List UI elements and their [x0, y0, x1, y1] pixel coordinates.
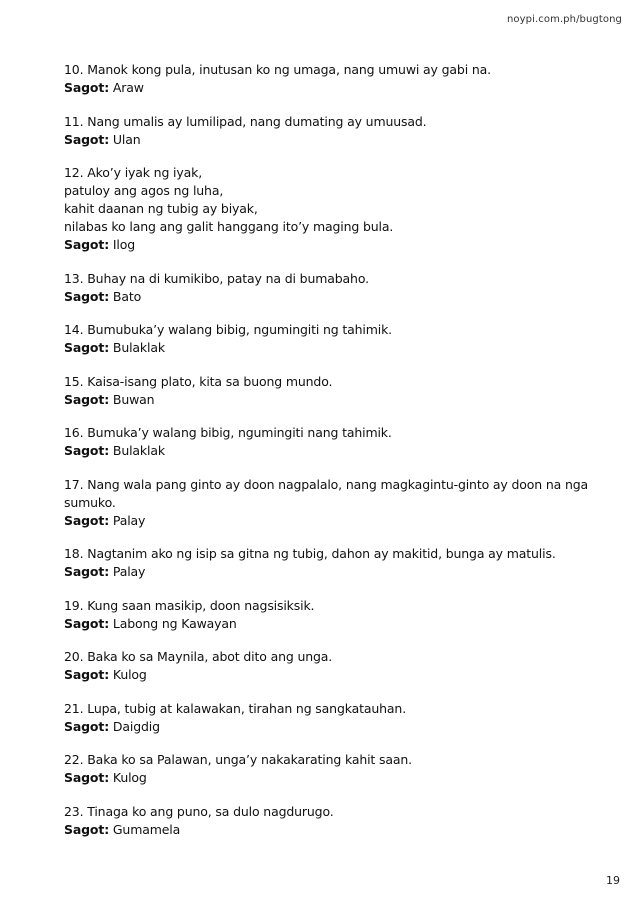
riddle-question: 15. Kaisa-isang plato, kita sa buong mundo.	[64, 373, 333, 389]
answer-label: Sagot:	[64, 131, 110, 147]
riddle-answer	[64, 131, 594, 149]
riddle-item	[64, 373, 594, 409]
riddle-question: 19. Kung saan masikip, doon nagsisiksik.	[64, 597, 315, 613]
answer-text: Labong ng Kawayan	[112, 615, 237, 631]
header-url: noypi.com.ph/bugtong	[506, 14, 622, 25]
answer-label: Sagot:	[64, 512, 110, 528]
answer-text: Ilog	[112, 237, 136, 252]
riddle-item	[64, 321, 594, 357]
riddle-question: 21. Lupa, tubig at kalawakan, tirahan ng sangkatauhan.	[64, 700, 407, 716]
riddle-question: 14. Bumubuka’y walang bibig, ngumingiti ng tahimik.	[64, 322, 392, 337]
riddle-answer	[64, 442, 594, 460]
riddle-question: 10. Manok kong pula, inutusan ko ng umaga, nang umuwi ay gabi na.	[64, 62, 491, 77]
answer-text: Palay	[112, 564, 146, 579]
riddle-answer	[64, 718, 594, 736]
riddle-answer	[64, 79, 594, 97]
riddle-question: 18. Nagtanim ako ng isip sa gitna ng tubig, dahon ay makitid, bunga ay matulis.	[64, 546, 556, 561]
answer-label: Sagot:	[64, 340, 110, 355]
answer-text: Ulan	[112, 131, 141, 147]
riddle-question: 13. Buhay na di kumikibo, patay na di bumabaho.	[64, 270, 369, 286]
answer-label: Sagot:	[64, 564, 110, 579]
riddle-item	[64, 751, 594, 787]
answer-text: Bulaklak	[112, 340, 165, 355]
answer-text: Kulog	[112, 667, 147, 682]
riddle-item	[64, 270, 594, 306]
riddle-question: 20. Baka ko sa Maynila, abot dito ang unga.	[64, 649, 333, 664]
answer-text: Palay	[112, 512, 146, 528]
answer-label: Sagot:	[64, 237, 110, 252]
riddle-answer	[64, 769, 594, 787]
riddle-answer	[64, 339, 594, 357]
answer-text: Gumamela	[112, 821, 181, 837]
answer-label: Sagot:	[64, 80, 110, 95]
riddle-question-line: nilabas ko lang ang galit hanggang ito’y maging bula.	[64, 219, 394, 234]
riddle-question: 16. Bumuka’y walang bibig, ngumingiti nang tahimik.	[64, 425, 392, 440]
page-number: 19	[606, 874, 620, 887]
answer-label: Sagot:	[64, 770, 110, 785]
riddle-question: 22. Baka ko sa Palawan, unga’y nakakarating kahit saan.	[64, 752, 412, 767]
answer-text: Daigdig	[112, 718, 160, 734]
riddle-question: 17. Nang wala pang ginto ay doon nagpalalo, nang magkagintu-ginto ay doon na nga sumuko.	[64, 476, 589, 510]
answer-label: Sagot:	[64, 288, 110, 304]
riddle-item	[64, 545, 594, 581]
riddle-answer	[64, 615, 594, 633]
riddle-answer	[64, 288, 594, 306]
answer-label: Sagot:	[64, 615, 110, 631]
answer-text: Bato	[112, 288, 142, 304]
riddle-list	[64, 61, 594, 854]
riddle-item	[64, 700, 594, 736]
riddle-answer	[64, 236, 594, 254]
answer-label: Sagot:	[64, 821, 110, 837]
answer-label: Sagot:	[64, 443, 110, 458]
answer-text: Bulaklak	[112, 443, 165, 458]
riddle-item	[64, 113, 594, 149]
answer-label: Sagot:	[64, 718, 110, 734]
answer-text: Araw	[112, 80, 144, 95]
riddle-item	[64, 424, 594, 460]
riddle-answer	[64, 391, 594, 409]
riddle-item	[64, 61, 594, 97]
riddle-question: 12. Ako’y iyak ng iyak,	[64, 165, 203, 180]
answer-text: Buwan	[112, 391, 155, 407]
riddle-question-line: patuloy ang agos ng luha,	[64, 183, 224, 198]
riddle-item	[64, 648, 594, 684]
riddle-answer	[64, 821, 594, 839]
riddle-item	[64, 803, 594, 839]
riddle-answer	[64, 563, 594, 581]
answer-label: Sagot:	[64, 391, 110, 407]
riddle-item	[64, 597, 594, 633]
riddle-item	[64, 476, 594, 530]
answer-text: Kulog	[112, 770, 147, 785]
answer-label: Sagot:	[64, 667, 110, 682]
riddle-answer	[64, 512, 594, 530]
riddle-item	[64, 164, 594, 254]
riddle-answer	[64, 666, 594, 684]
riddle-question-line: kahit daanan ng tubig ay biyak,	[64, 201, 258, 216]
riddle-question: 11. Nang umalis ay lumilipad, nang dumating ay umuusad.	[64, 113, 427, 129]
riddle-question: 23. Tinaga ko ang puno, sa dulo nagdurugo.	[64, 803, 334, 819]
